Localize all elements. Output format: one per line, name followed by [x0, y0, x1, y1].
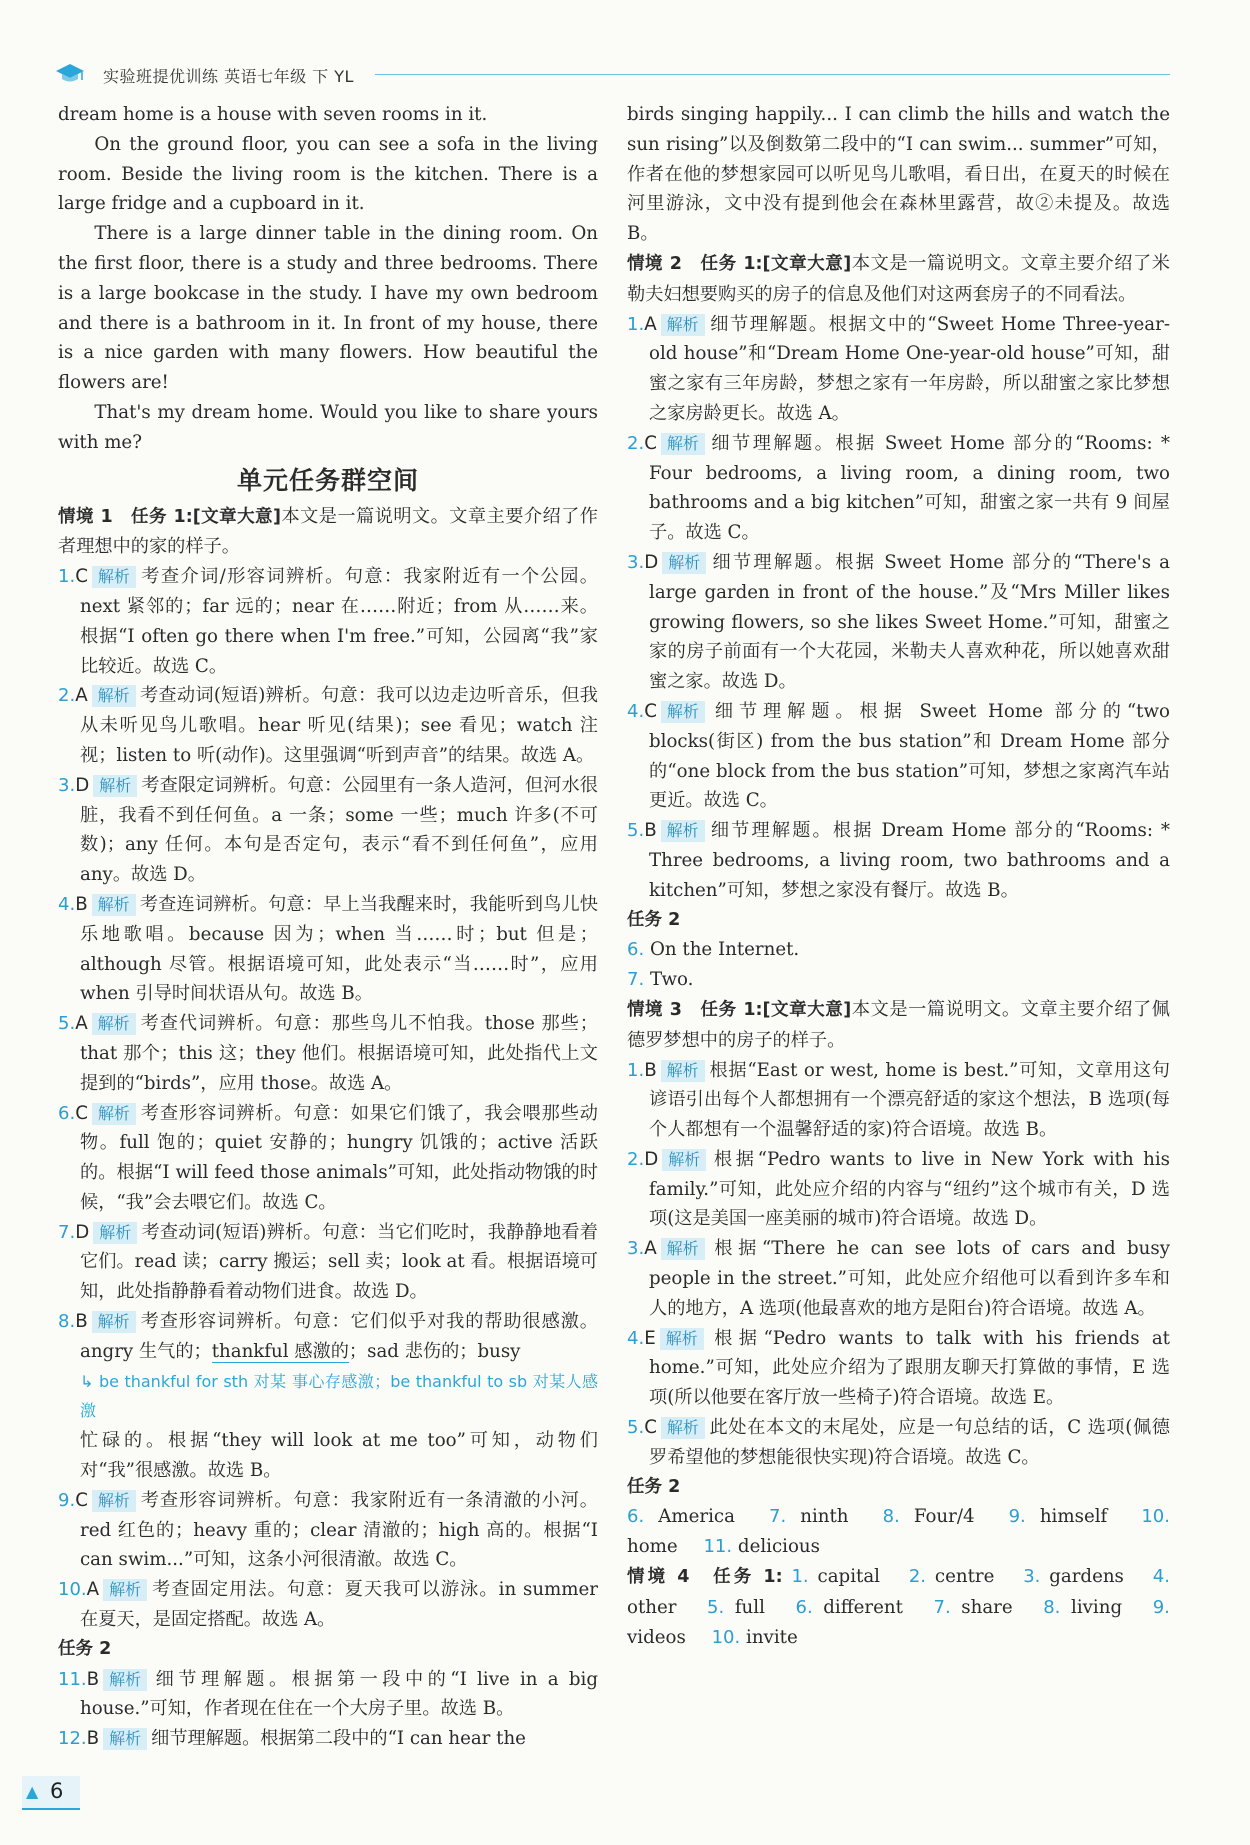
task-label: 任务 2 — [627, 1476, 681, 1497]
item-number: 10. — [1141, 1506, 1170, 1528]
answer-letter: C — [75, 1102, 88, 1124]
fill-answer — [712, 1627, 798, 1648]
fill-answer — [769, 1506, 849, 1527]
answer-item — [627, 1324, 1170, 1413]
answer-letter: B — [75, 893, 88, 915]
explanation: 细节理解题。根据第一段中的“I live in a big house.”可知，作者现在住在一个大房子里。故选 B。 — [80, 1668, 598, 1720]
scene-intro — [627, 249, 1170, 310]
item-number: 2. — [627, 1148, 645, 1170]
answer-letter: B — [644, 1059, 657, 1081]
answer-word: gardens — [1049, 1566, 1124, 1588]
scene-label: 情境 2 任务 1:[文章大意] — [627, 253, 852, 274]
analysis-tag: 解析 — [93, 1222, 137, 1244]
answer-word: himself — [1039, 1506, 1108, 1528]
analysis-tag: 解析 — [103, 1579, 147, 1601]
explanation: 忙碌的。根据“they will look at me too”可知，动物们对“我”很感激。故选 B。 — [80, 1430, 598, 1482]
item-number: 12. — [58, 1728, 87, 1750]
answer-word: ninth — [800, 1506, 849, 1528]
answer-letter: A — [644, 313, 657, 335]
answer-item — [58, 1724, 598, 1754]
fill-answer — [1009, 1506, 1108, 1527]
essay-paragraph: On the ground floor, you can see a sofa in the living room. Beside the living room is the kitchen. There is a large fridge and a cupboard in it. — [58, 133, 598, 215]
item-number: 3. — [1023, 1566, 1041, 1588]
answer-word: full — [734, 1596, 765, 1618]
answer-item — [627, 1413, 1170, 1473]
answer-letter: B — [75, 1311, 88, 1333]
answer-letter: C — [644, 1417, 657, 1439]
answer-item — [58, 1486, 598, 1575]
fill-answer — [934, 1597, 1013, 1618]
analysis-tag: 解析 — [103, 1669, 147, 1691]
explanation: 考查固定用法。句意：夏天我可以游泳。in summer 在夏天，是固定搭配。故选 A。 — [80, 1579, 598, 1631]
answer-item — [627, 816, 1170, 905]
item-number: 5. — [58, 1013, 76, 1035]
explanation: 考查形容词辨析。句意：它们似乎对我的帮助很感激。angry 生气的； — [80, 1311, 598, 1362]
section-title: 单元任务群空间 — [236, 465, 419, 495]
header-rule — [375, 74, 1170, 75]
answer-item — [58, 1665, 598, 1725]
explanation: 考查形容词辨析。句意：我家附近有一条清澈的小河。red 红色的；heavy 重的；clear 清澈的；high 高的。根据“I can swim...”可知，这条小河很清澈。故选 C。 — [80, 1489, 598, 1571]
answer-letter: A — [75, 1013, 88, 1035]
item-number: 1. — [627, 1059, 645, 1081]
explanation: 考查代词辨析。句意：那些鸟儿不怕我。those 那些；that 那个；this 这；they 他们。根据语境可知，此处指代上文提到的“birds”，应用 those。故选 A。 — [80, 1013, 598, 1094]
answer-letter: C — [644, 432, 657, 454]
short-answer — [627, 935, 1170, 965]
item-number: 4. — [58, 893, 76, 915]
book-title: 实验班提优训练 英语七年级 下 YL — [103, 67, 354, 86]
answer-item — [627, 310, 1170, 429]
essay-line: dream home is a house with seven rooms in it. — [58, 104, 488, 125]
answer-item — [58, 1575, 598, 1635]
answer-word: living — [1071, 1596, 1123, 1618]
answer-letter: A — [644, 1238, 657, 1260]
item-number: 9. — [1008, 1506, 1026, 1528]
explanation: 考查动词(短语)辨析。句意：当它们吃时，我静静地看着它们。read 读；carry 搬运；sell 卖；look at 看。根据语境可知，此处指静静看着动物们进食。故选 D。 — [80, 1221, 598, 1303]
handwritten-note: ↳ be thankful for sth 对某 事心存感激；be thankful to sb 对某人感激 — [80, 1371, 598, 1421]
item-number: 9. — [58, 1489, 76, 1511]
item-number: 2. — [908, 1566, 927, 1588]
explanation: 考查动词(短语)辨析。句意：我可以边走边听音乐，但我从未听见鸟儿歌唱。hear 听见(结果)；see 看见；watch 注视；listen to 听(动作)。这里强调“听到声音”的结果。故选 A。 — [80, 685, 598, 766]
right-column — [627, 100, 1170, 1652]
explanation: 细节理解题。根据 Sweet Home 部分的“Rooms: * Four bedrooms, a living room, a dining room, two bathrooms and a big kitchen”可知，甜蜜之家一共有 9 间屋子。故选 C。 — [649, 432, 1170, 544]
essay-paragraph: That's my dream home. Would you like to share yours with me? — [58, 401, 598, 453]
scene-intro — [58, 502, 598, 563]
fill-answer — [1043, 1597, 1122, 1618]
analysis-tag: 解析 — [661, 1238, 705, 1260]
analysis-tag: 解析 — [661, 433, 705, 455]
fill-answer — [791, 1566, 880, 1587]
scene-intro — [627, 995, 1170, 1056]
analysis-tag: 解析 — [661, 1060, 705, 1082]
answer-letter: B — [86, 1728, 100, 1750]
item-number: 7. — [933, 1596, 951, 1618]
answer-letter: A — [86, 1579, 100, 1601]
answer-word: delicious — [737, 1536, 820, 1558]
fill-answer — [909, 1566, 994, 1587]
answer-item — [58, 1307, 598, 1486]
cap-icon: ▲ — [26, 1782, 39, 1801]
item-number: 1. — [58, 566, 76, 588]
explanation: 根据“East or west, home is best.”可知，文章用这句谚语引出每个人都想拥有一个漂亮舒适的家这个想法，B 选项(每个人都想有一个温馨舒适的家)符合语境。故选 B。 — [649, 1059, 1170, 1141]
fill-answer — [883, 1506, 975, 1527]
answer-text: On the Internet. — [649, 939, 800, 961]
item-number: 7. — [627, 969, 645, 991]
answer-word: America — [658, 1506, 735, 1528]
answer-item — [58, 1218, 598, 1307]
explanation: 此处在本文的末尾处，应是一句总结的话，C 选项(佩德罗希望他的梦想能很快实现)符合语境。故选 C。 — [649, 1417, 1170, 1468]
item-number: 6. — [627, 1506, 645, 1528]
fill-answer — [796, 1597, 903, 1618]
item-number: 3. — [58, 774, 76, 796]
item-number: 5. — [627, 820, 645, 842]
scene-intro-text: 本文是一篇说明文。文章主要介绍了米勒夫妇想要购买的房子的信息及他们对这两套房子的不同看法。 — [627, 252, 1170, 305]
analysis-tag: 解析 — [92, 894, 136, 916]
item-number: 6. — [795, 1596, 813, 1618]
page-header — [55, 58, 1170, 90]
explanation: 考查介词/形容词辨析。句意：我家附近有一个公园。next 紧邻的；far 远的；near 在……附近；from 从……来。根据“I often go there when I'm free.”可知，公园离“我”家比较近。故选 C。 — [80, 566, 598, 677]
explanation: 根据“Pedro wants to talk with his friends at home.”可知，此处应介绍为了跟朋友聊天打算做的事情，E 选项(所以他要在客厅放一些椅子)符合语境。故选 E。 — [649, 1327, 1170, 1409]
answer-letter: B — [86, 1668, 100, 1690]
answer-text: Two. — [649, 969, 694, 991]
item-number: 8. — [58, 1311, 76, 1333]
explanation: 考查形容词辨析。句意：如果它们饿了，我会喂那些动物。full 饱的；quiet 安静的；hungry 饥饿的；active 活跃的。根据“I will feed those animals”可知，此处指动物饿的时候，“我”会去喂它们。故选 C。 — [80, 1102, 598, 1213]
item-number: 4. — [1152, 1566, 1170, 1588]
fill-answers — [627, 1562, 1170, 1652]
explanation: 细节理解题。根据文中的“Sweet Home Three-year-old house”和“Dream Home One-year-old house”可知，甜蜜之家有三年房龄，梦想之家有一年房龄，所以甜蜜之家比梦想之家房龄更长。故选 A。 — [649, 313, 1170, 424]
analysis-tag: 解析 — [92, 1490, 136, 1512]
short-answer — [627, 965, 1170, 995]
item-number: 7. — [58, 1221, 76, 1243]
answer-letter: B — [644, 820, 657, 842]
answer-item — [627, 697, 1170, 816]
page-number-badge — [22, 1776, 92, 1816]
fill-answer — [627, 1506, 735, 1527]
answer-letter: D — [644, 551, 659, 573]
answer-word: different — [823, 1596, 903, 1618]
scene-label: 情境 4 任务 1: — [627, 1567, 783, 1588]
item-number: 1. — [627, 313, 645, 335]
answer-word: Four/4 — [913, 1506, 975, 1528]
answer-item — [627, 548, 1170, 697]
answer-item — [58, 771, 598, 890]
analysis-tag: 解析 — [662, 1149, 706, 1171]
scene-label: 情境 1 任务 1:[文章大意] — [58, 506, 281, 527]
answer-letter: C — [75, 566, 88, 588]
item-number: 5. — [627, 1417, 645, 1439]
answer-item — [58, 681, 598, 770]
fill-answer — [707, 1597, 765, 1618]
analysis-tag: 解析 — [92, 566, 136, 588]
analysis-tag: 解析 — [92, 1013, 136, 1035]
answer-letter: C — [75, 1489, 88, 1511]
analysis-tag: 解析 — [103, 1728, 147, 1750]
answer-word: home — [627, 1536, 678, 1558]
scene-intro-text: 本文是一篇说明文。文章主要介绍了佩德罗梦想中的房子的样子。 — [627, 998, 1170, 1051]
explanation: 细节理解题。根据 Dream Home 部分的“Rooms: * Three bedrooms, a living room, two bathrooms and a kitchen”可知，梦想之家没有餐厅。故选 B。 — [649, 820, 1170, 901]
scene-intro-text: 本文是一篇说明文。文章主要介绍了作者理想中的家的样子。 — [58, 505, 598, 558]
explanation: 细节理解题。根据第二段中的“I can hear the — [151, 1728, 526, 1750]
underlined-term: thankful 感激的 — [211, 1340, 349, 1362]
answer-letter: C — [644, 700, 657, 722]
essay-paragraph: There is a large dinner table in the dining room. On the first floor, there is a study and three bedrooms. There is a large bookcase in the study. I have my own bedroom and there is a bathroom in it. In front of my house, there is a nice garden with many flowers. How beautiful the flowers are! — [58, 223, 598, 394]
analysis-tag: 解析 — [661, 701, 705, 723]
graduation-cap-icon — [55, 62, 85, 84]
analysis-tag: 解析 — [661, 820, 705, 842]
fill-answer — [703, 1536, 819, 1557]
item-number: 9. — [1152, 1596, 1170, 1618]
item-number: 10. — [711, 1626, 741, 1648]
analysis-tag: 解析 — [92, 1103, 136, 1125]
left-column — [58, 100, 598, 1754]
explanation: 根据“Pedro wants to live in New York with his family.”可知，此处应介绍的内容与“纽约”这个城市有关，D 选项(这是美国一座美丽的城市)符合语境。故选 D。 — [649, 1148, 1170, 1230]
item-number: 10. — [58, 1579, 87, 1601]
note-text: 事心存感激；be thankful to sb 对某人感激 — [80, 1371, 598, 1421]
analysis-tag: 解析 — [661, 314, 705, 336]
explanation: 考查连词辨析。句意：早上当我醒来时，我能听到鸟儿快乐地歌唱。because 因为；when 当……时；but 但是；although 尽管。根据语境可知，此处表示“当……时”，应用 when 引导时间状语从句。故选 B。 — [80, 893, 598, 1005]
analysis-tag: 解析 — [662, 552, 706, 574]
item-number: 8. — [882, 1506, 900, 1528]
answer-letter: D — [75, 774, 90, 796]
continued-explanation: birds singing happily... I can climb the hills and watch the sun rising”以及倒数第二段中的“I can swim... summer”可知，作者在他的梦想家园可以听见鸟儿歌唱，看日出，在夏天的时候在河里游泳，文中没有提到他会在森林里露营，故②未提及。故选 B。 — [627, 104, 1170, 245]
answer-letter: E — [644, 1327, 656, 1349]
item-number: 7. — [769, 1506, 787, 1528]
analysis-tag: 解析 — [92, 1311, 136, 1333]
item-number: 8. — [1043, 1596, 1061, 1618]
explanation: 细节理解题。根据 Sweet Home 部分的“two blocks(街区) from the bus station”和 Dream Home 部分的“one block from the bus station”可知，梦想之家离汽车站更近。故选 C。 — [649, 700, 1170, 812]
analysis-tag: 解析 — [92, 685, 136, 707]
answer-item — [627, 429, 1170, 548]
task-label: 任务 2 — [58, 1638, 112, 1659]
answer-letter: D — [75, 1221, 90, 1243]
analysis-tag: 解析 — [661, 1417, 705, 1439]
answer-item — [627, 1234, 1170, 1323]
item-number: 3. — [627, 1238, 645, 1260]
answer-word: share — [961, 1596, 1013, 1618]
explanation: 细节理解题。根据 Sweet Home 部分的“There's a large garden in front of the house.”及“Mrs Miller likes growing flowers, so she likes Sweet Home.”可知，甜蜜之家的房子前面有一个大花园，米勒夫人喜欢种花，所以她喜欢甜蜜之家。故选 D。 — [649, 551, 1170, 693]
item-number: 6. — [627, 939, 645, 961]
analysis-tag: 解析 — [93, 775, 137, 797]
answer-word: videos — [627, 1626, 686, 1648]
answer-letter: D — [644, 1148, 659, 1170]
answer-item — [627, 1145, 1170, 1234]
scene-label: 情境 3 任务 1:[文章大意] — [627, 999, 852, 1020]
item-number: 11. — [703, 1536, 733, 1558]
answer-item — [58, 1099, 598, 1218]
answer-item — [58, 1009, 598, 1098]
item-number: 6. — [58, 1102, 76, 1124]
item-number: 3. — [627, 551, 645, 573]
explanation: ；sad 悲伤的；busy — [348, 1340, 521, 1362]
answer-item — [58, 890, 598, 1009]
explanation: 根据“There he can see lots of cars and busy people in the street.”可知，此处应介绍他可以看到许多车和人的地方，A 选项(他最喜欢的地方是阳台)符合语境。故选 A。 — [649, 1238, 1170, 1319]
answer-item — [58, 562, 598, 681]
answer-item — [627, 1056, 1170, 1145]
analysis-tag: 解析 — [660, 1328, 704, 1350]
answer-word: centre — [934, 1566, 995, 1588]
task-label: 任务 2 — [627, 909, 681, 930]
item-number: 2. — [627, 432, 645, 454]
answer-word: invite — [746, 1626, 798, 1648]
answer-letter: A — [75, 685, 88, 707]
item-number: 1. — [791, 1566, 809, 1588]
item-number: 2. — [58, 685, 76, 707]
item-number: 4. — [627, 700, 645, 722]
page-number: 6 — [50, 1779, 64, 1803]
item-number: 11. — [58, 1668, 87, 1690]
item-number: 5. — [707, 1596, 725, 1618]
answer-word: capital — [817, 1566, 880, 1588]
item-number: 4. — [627, 1327, 645, 1349]
fill-answers — [627, 1502, 1170, 1562]
explanation: 考查限定词辨析。句意：公园里有一条人造河，但河水很脏，我看不到任何鱼。a 一条；some 一些；much 许多(不可数)；any 任何。本句是否定句，表示“看不到任何鱼”，应用 any。故选 D。 — [80, 774, 598, 886]
note-text: be thankful for sth 对某 — [98, 1371, 287, 1391]
fill-answer — [1023, 1566, 1124, 1587]
answer-word: other — [627, 1596, 677, 1618]
